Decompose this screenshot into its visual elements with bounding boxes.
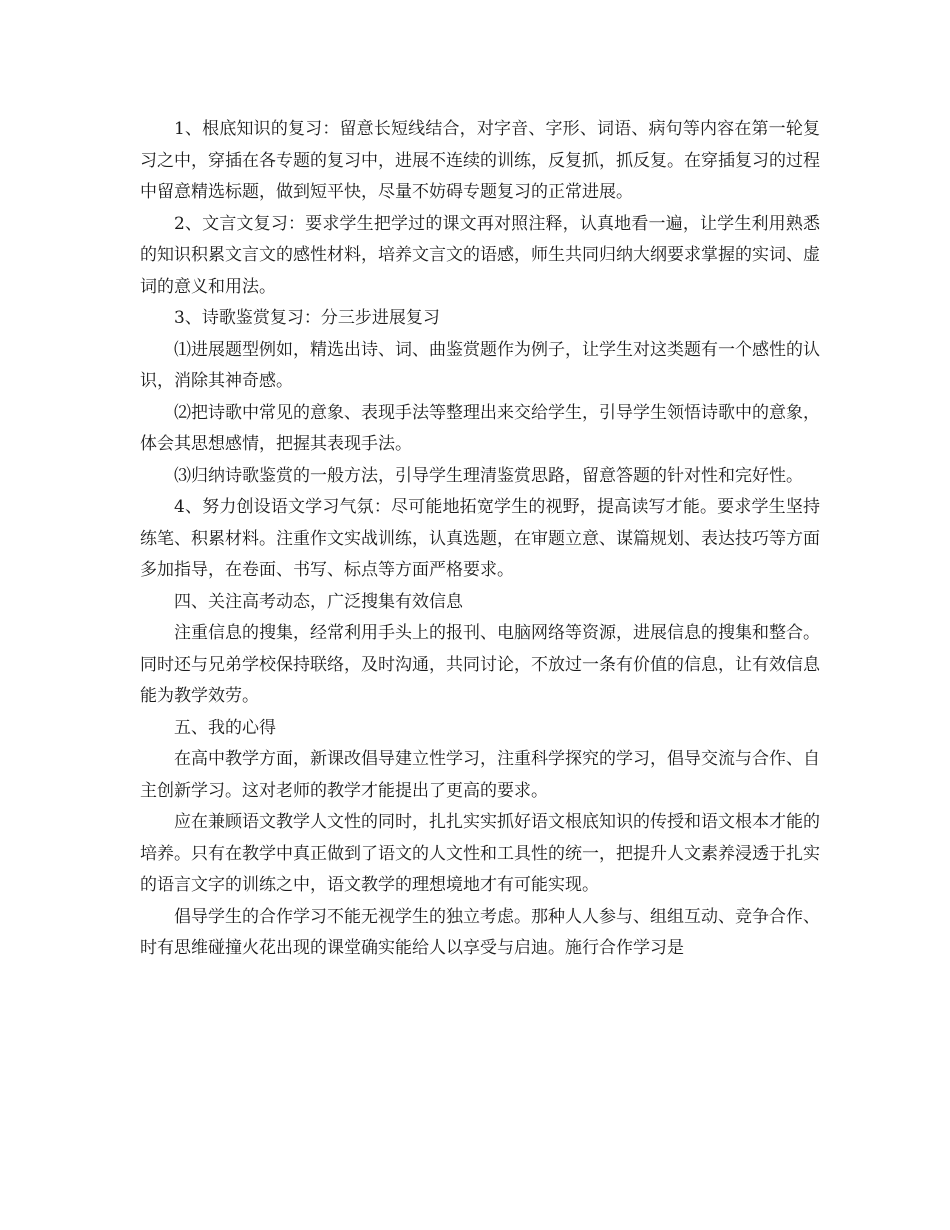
paragraph-poetry-step-2: ⑵把诗歌中常见的意象、表现手法等整理出来交给学生，引导学生领悟诗歌中的意象，体会其思想感情，把握其表现手法。 (140, 402, 820, 454)
paragraph-information-collection: 注重信息的搜集，经常利用手头上的报刊、电脑网络等资源，进展信息的搜集和整合。同时还与兄弟学校保持联络，及时沟通，共同讨论，不放过一条有价值的信息，让有效信息能为教学效劳。 (140, 623, 820, 706)
paragraph-humanistic-instrumental: 应在兼顾语文教学人文性的同时，扎扎实实抓好语文根底知识的传授和语文根本才能的培养。只有在教学中真正做到了语文的人文性和工具性的统一，把提升人文素养浸透于扎实的语言文字的训练之中，语文教学的理想境地才有可能实现。 (140, 812, 820, 895)
document-body (140, 114, 820, 965)
paragraph-learning-atmosphere: 4、努力创设语文学习气氛：尽可能地拓宽学生的视野，提高读写才能。要求学生坚持练笔、积累材料。注重作文实战训练，认真选题，在审题立意、谋篇规划、表达技巧等方面多加指导，在卷面、书写、标点等方面严格要求。 (140, 497, 820, 580)
paragraph-basic-knowledge-review: 1、根底知识的复习：留意长短线结合，对字音、字形、词语、病句等内容在第一轮复习之中，穿插在各专题的复习中，进展不连续的训练，反复抓，抓反复。在穿插复习的过程中留意精选标题，做到短平快，尽量不妨碍专题复习的正常进展。 (140, 119, 820, 202)
paragraph-classical-chinese-review: 2、文言文复习：要求学生把学过的课文再对照注释，认真地看一遍，让学生利用熟悉的知识积累文言文的感性材料，培养文言文的语感，师生共同归纳大纲要求掌握的实词、虚词的意义和用法。 (140, 213, 820, 297)
paragraph-poetry-review-heading: 3、诗歌鉴赏复习：分三步进展复习 (174, 308, 440, 328)
section-heading-exam-trends: 四、关注高考动态，广泛搜集有效信息 (174, 591, 463, 612)
paragraph-poetry-step-1: ⑴进展题型例如，精选出诗、词、曲鉴赏题作为例子，让学生对这类题有一个感性的认识，消除其神奇感。 (140, 339, 820, 391)
paragraph-cooperative-learning: 倡导学生的合作学习不能无视学生的独立考虑。那种人人参与、组组互动、竞争合作、时有思维碰撞火花出现的课堂确实能给人以享受与启迪。施行合作学习是 (140, 906, 820, 958)
paragraph-poetry-step-3: ⑶归纳诗歌鉴赏的一般方法，引导学生理清鉴赏思路，留意答题的针对性和完好性。 (174, 465, 803, 486)
section-heading-my-experience: 五、我的心得 (174, 717, 276, 738)
paragraph-new-curriculum: 在高中教学方面，新课改倡导建立性学习，注重科学探究的学习，倡导交流与合作、自主创新学习。这对老师的教学才能提出了更高的要求。 (140, 749, 820, 801)
